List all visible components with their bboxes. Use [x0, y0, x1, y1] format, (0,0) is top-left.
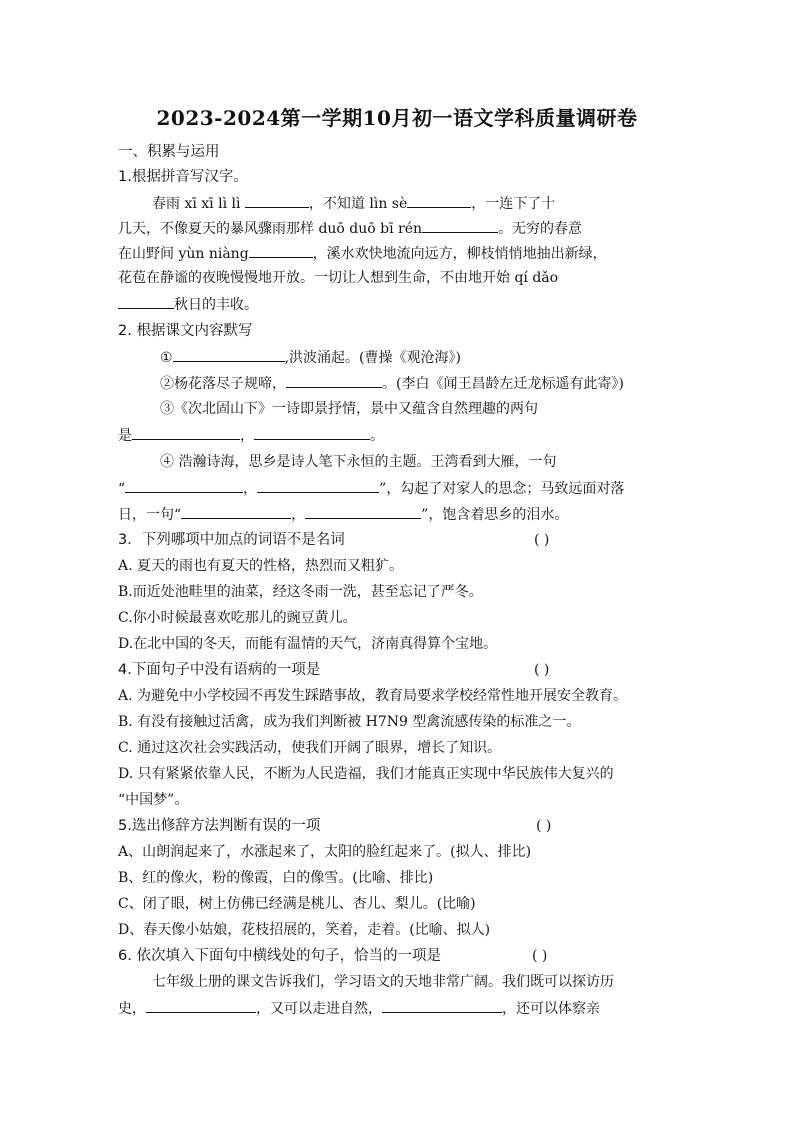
q3-option-d: D.在北中国的冬天，而能有温情的天气，济南真得算个宝地。: [118, 636, 498, 652]
q2-text: 是: [118, 428, 132, 444]
q1-text: 秋日的丰收。: [174, 297, 258, 313]
q1-heading: 1.根据拼音写汉字。: [118, 169, 248, 185]
q4-option-a: A. 为避免中小学校园不再发生踩踏事故，教育局要求学校经常性地开展安全教育。: [118, 688, 628, 704]
q3-option-a: A. 夏天的雨也有夏天的性格，热烈而又粗犷。: [118, 558, 404, 574]
q3-heading: 3．下列哪项中加点的词语不是名词: [118, 532, 345, 548]
exam-title: 2023-2024第一学期10月初一语文学科质量调研卷: [156, 106, 638, 130]
answer-blank[interactable]: [132, 425, 240, 440]
answer-paren[interactable]: ( ): [534, 532, 550, 548]
q1-text: 在山野间 yùn niàng: [118, 246, 249, 262]
answer-blank[interactable]: [146, 998, 256, 1013]
q1-text: ，一连下了十: [471, 196, 556, 212]
q4-heading: 4.下面句子中没有语病的一项是: [118, 662, 321, 678]
section-heading: 一、积累与运用: [118, 144, 220, 160]
answer-blank[interactable]: [286, 373, 382, 388]
q6-passage-line-2: [118, 998, 600, 1019]
q4-option-d-cont: “中国梦”。: [118, 792, 189, 808]
q5-option-b: B、红的像火，粉的像霞，白的像雪。(比喻、排比): [118, 870, 434, 886]
q6-text: ，又可以走进自然，: [256, 1001, 382, 1017]
q2-text: ，: [240, 428, 254, 444]
answer-paren[interactable]: ( ): [534, 662, 550, 678]
answer-blank[interactable]: [407, 193, 471, 208]
q2-heading: 2. 根据课文内容默写: [118, 323, 253, 339]
q1-text: ，溪水欢快地流向远方，柳枝悄悄地抽出新绿，: [312, 246, 607, 262]
q1-line-2: [118, 218, 582, 239]
q2-text: ，: [243, 481, 258, 497]
answer-blank[interactable]: [181, 504, 291, 519]
q1-line-3: [118, 243, 607, 264]
q2-item-3-cont: [118, 425, 384, 446]
q5-option-d: D、春天像小姑娘，花枝招展的，笑着，走着。(比喻、拟人): [118, 922, 491, 938]
q4-option-b: B. 有没有接触过活禽，成为我们判断被 H7N9 型禽流感传染的标准之一。: [118, 714, 581, 730]
q4-option-d: D. 只有紧紧依靠人民，不断为人民造福，我们才能真正实现中华民族伟大复兴的: [118, 766, 614, 782]
answer-blank[interactable]: [422, 218, 498, 233]
q1-text: 。无穷的春意: [498, 221, 583, 237]
answer-blank[interactable]: [249, 243, 313, 258]
answer-paren[interactable]: ( ): [536, 818, 552, 834]
q6-text: 史，: [118, 1001, 146, 1017]
q2-text: 。(李白《闻王昌龄左迁龙标遥有此寄》): [382, 376, 624, 392]
q2-text: “: [118, 481, 126, 497]
q2-item-4-cont: [118, 478, 624, 499]
q5-option-a: A、山朗润起来了，水涨起来了，太阳的脸红起来了。(拟人、排比): [118, 844, 532, 860]
q1-line-5: [118, 294, 258, 315]
q2-text: ”，饱含着思乡的泪水。: [421, 507, 569, 523]
q5-option-c: C、闭了眼，树上仿佛已经满是桃儿、杏儿、梨儿。(比喻): [118, 896, 476, 912]
answer-paren[interactable]: ( ): [532, 948, 548, 964]
q3-option-b: B.而近处池畦里的油菜，经这冬雨一洗，甚至忘记了严冬。: [118, 584, 483, 600]
q1-text: 春雨 xī xī lì lì: [152, 196, 241, 212]
q6-passage-line-1: 七年级上册的课文告诉我们，学习语文的天地非常广阔。我们既可以探访历: [152, 974, 614, 990]
q4-option-c: C. 通过这次社会实践活动，使我们开阔了眼界，增长了知识。: [118, 740, 502, 756]
answer-blank[interactable]: [382, 998, 502, 1013]
q6-heading: 6. 依次填入下面句中横线处的句子，恰当的一项是: [118, 948, 441, 964]
q2-text: ，: [291, 507, 306, 523]
q2-item-3: ③《次北固山下》一诗即景抒情，景中又蕴含自然理趣的两句: [160, 401, 538, 417]
q1-line-1: [152, 193, 555, 214]
q2-item-4-cont2: [118, 504, 568, 525]
q2-text: ①: [160, 350, 173, 366]
q5-heading: 5.选出修辞方法判断有误的一项: [118, 818, 321, 834]
q2-text: ”，勾起了对家人的思念；马致远面对落: [379, 481, 625, 497]
q1-line-4: 花苞在静谧的夜晚慢慢地开放。一切让人想到生命，不由地开始 qí dǎo: [118, 270, 559, 286]
answer-blank[interactable]: [173, 347, 285, 362]
q2-item-1: [160, 347, 461, 368]
answer-blank[interactable]: [257, 478, 379, 493]
answer-blank[interactable]: [254, 425, 370, 440]
answer-blank[interactable]: [118, 294, 174, 309]
q1-text: ，不知道 lìn sè: [308, 196, 408, 212]
q3-option-c: C.你小时候最喜欢吃那儿的豌豆黄儿。: [118, 610, 357, 626]
answer-blank[interactable]: [305, 504, 421, 519]
answer-blank[interactable]: [245, 193, 309, 208]
q6-text: ，还可以体察亲: [502, 1001, 600, 1017]
q1-text: 几天，不像夏天的暴风骤雨那样 duō duō bī rén: [118, 221, 423, 237]
answer-blank[interactable]: [125, 478, 243, 493]
q2-item-4: ④ 浩瀚诗海，思乡是诗人笔下永恒的主题。王湾看到大雁，一句: [160, 454, 557, 470]
q2-text: ,洪波涌起。(曹操《观沧海》): [284, 350, 461, 366]
q2-text: 。: [370, 428, 384, 444]
q2-text: ②杨花落尽子规啼，: [160, 376, 286, 392]
q2-item-2: [160, 373, 624, 394]
q2-text: 日，一句“: [118, 507, 182, 523]
